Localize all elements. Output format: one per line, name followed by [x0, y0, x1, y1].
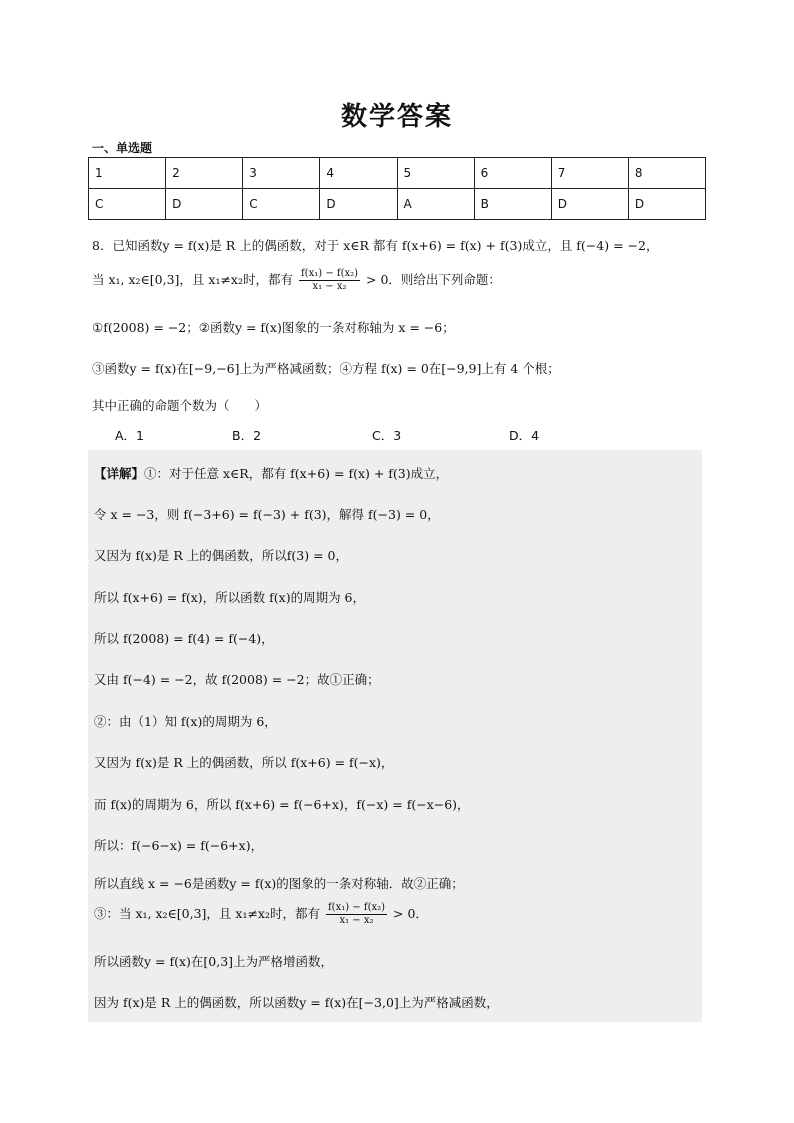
table-cell: 8 — [628, 158, 705, 189]
question-line-2 — [92, 268, 501, 293]
fraction — [326, 902, 387, 927]
fraction-denominator: x₁ − x₂ — [312, 281, 347, 292]
solution-line: 又因为 f(x)是 R 上的偶函数，所以 f(x+6) = f(−x)， — [94, 755, 394, 770]
page-title: 数学答案 — [340, 102, 453, 132]
question-line-3: ①f(2008) = −2；②函数y = f(x)图象的一条对称轴为 x = −6； — [92, 320, 455, 335]
choice-d: D．4 — [509, 428, 540, 443]
table-cell: 3 — [243, 158, 320, 189]
table-cell: D — [166, 189, 243, 220]
table-cell: 2 — [166, 158, 243, 189]
solution-line: 所以 f(x+6) = f(x)，所以函数 f(x)的周期为 6， — [94, 590, 366, 605]
solution-label: 【详解】 — [94, 466, 145, 481]
table-row-numbers — [89, 158, 706, 189]
table-cell: C — [89, 189, 166, 220]
table-cell: D — [628, 189, 705, 220]
section-heading: 一、单选题 — [92, 141, 153, 155]
table-cell: 5 — [397, 158, 474, 189]
solution-line: 而 f(x)的周期为 6，所以 f(x+6) = f(−6+x)，f(−x) = f(−x−6)， — [94, 797, 470, 812]
solution-line: 所以 f(2008) = f(4) = f(−4)， — [94, 631, 274, 646]
table-cell: D — [551, 189, 628, 220]
table-cell: D — [320, 189, 397, 220]
table-cell: C — [243, 189, 320, 220]
choice-c: C．3 — [372, 428, 402, 443]
answer-table — [88, 157, 706, 220]
table-cell: A — [397, 189, 474, 220]
table-cell: 1 — [89, 158, 166, 189]
solution-text: ①：对于任意 x∈R，都有 f(x+6) = f(x) + f(3)成立， — [144, 466, 449, 481]
solution-line: 令 x = −3，则 f(−3+6) = f(−3) + f(3)，解得 f(−3) = 0， — [94, 507, 440, 522]
solution-line — [94, 464, 448, 482]
fraction-denominator: x₁ − x₂ — [339, 915, 374, 926]
question-line-4: ③函数y = f(x)在[−9,−6]上为严格减函数；④方程 f(x) = 0在[−9,9]上有 4 个根； — [92, 361, 560, 376]
choice-a: A．1 — [115, 428, 145, 443]
solution-line — [94, 902, 428, 927]
fraction-numerator: f(x₁) − f(x₂) — [300, 268, 359, 279]
solution-line: 所以函数y = f(x)在[0,3]上为严格增函数， — [94, 954, 334, 969]
table-row-answers — [89, 189, 706, 220]
solution-line: 又由 f(−4) = −2，故 f(2008) = −2；故①正确； — [94, 672, 380, 687]
fraction — [299, 268, 360, 293]
choice-b: B．2 — [232, 428, 262, 443]
question-line-1: 8．已知函数y = f(x)是 R 上的偶函数，对于 x∈R 都有 f(x+6) = f(x) + f(3)成立，且 f(−4) = −2， — [92, 238, 659, 253]
solution-line: 又因为 f(x)是 R 上的偶函数，所以f(3) = 0， — [94, 548, 348, 563]
solution-text: > 0． — [393, 906, 428, 921]
question-text: 当 x₁, x₂∈[0,3]，且 x₁≠x₂时，都有 — [92, 272, 293, 287]
solution-box — [88, 450, 702, 1022]
table-cell: B — [474, 189, 551, 220]
fraction-numerator: f(x₁) − f(x₂) — [327, 902, 386, 913]
question-line-5: 其中正确的命题个数为（ ） — [92, 398, 268, 413]
table-cell: 6 — [474, 158, 551, 189]
solution-line: 所以：f(−6−x) = f(−6+x)， — [94, 838, 264, 853]
solution-line: 因为 f(x)是 R 上的偶函数，所以函数y = f(x)在[−3,0]上为严格减函数， — [94, 995, 499, 1010]
table-cell: 7 — [551, 158, 628, 189]
question-text: > 0．则给出下列命题： — [366, 272, 501, 287]
solution-line: ②：由（1）知 f(x)的周期为 6， — [94, 714, 277, 729]
table-cell: 4 — [320, 158, 397, 189]
solution-text: ③：当 x₁, x₂∈[0,3]，且 x₁≠x₂时，都有 — [94, 906, 320, 921]
solution-line: 所以直线 x = −6是函数y = f(x)的图象的一条对称轴．故②正确； — [94, 876, 464, 891]
